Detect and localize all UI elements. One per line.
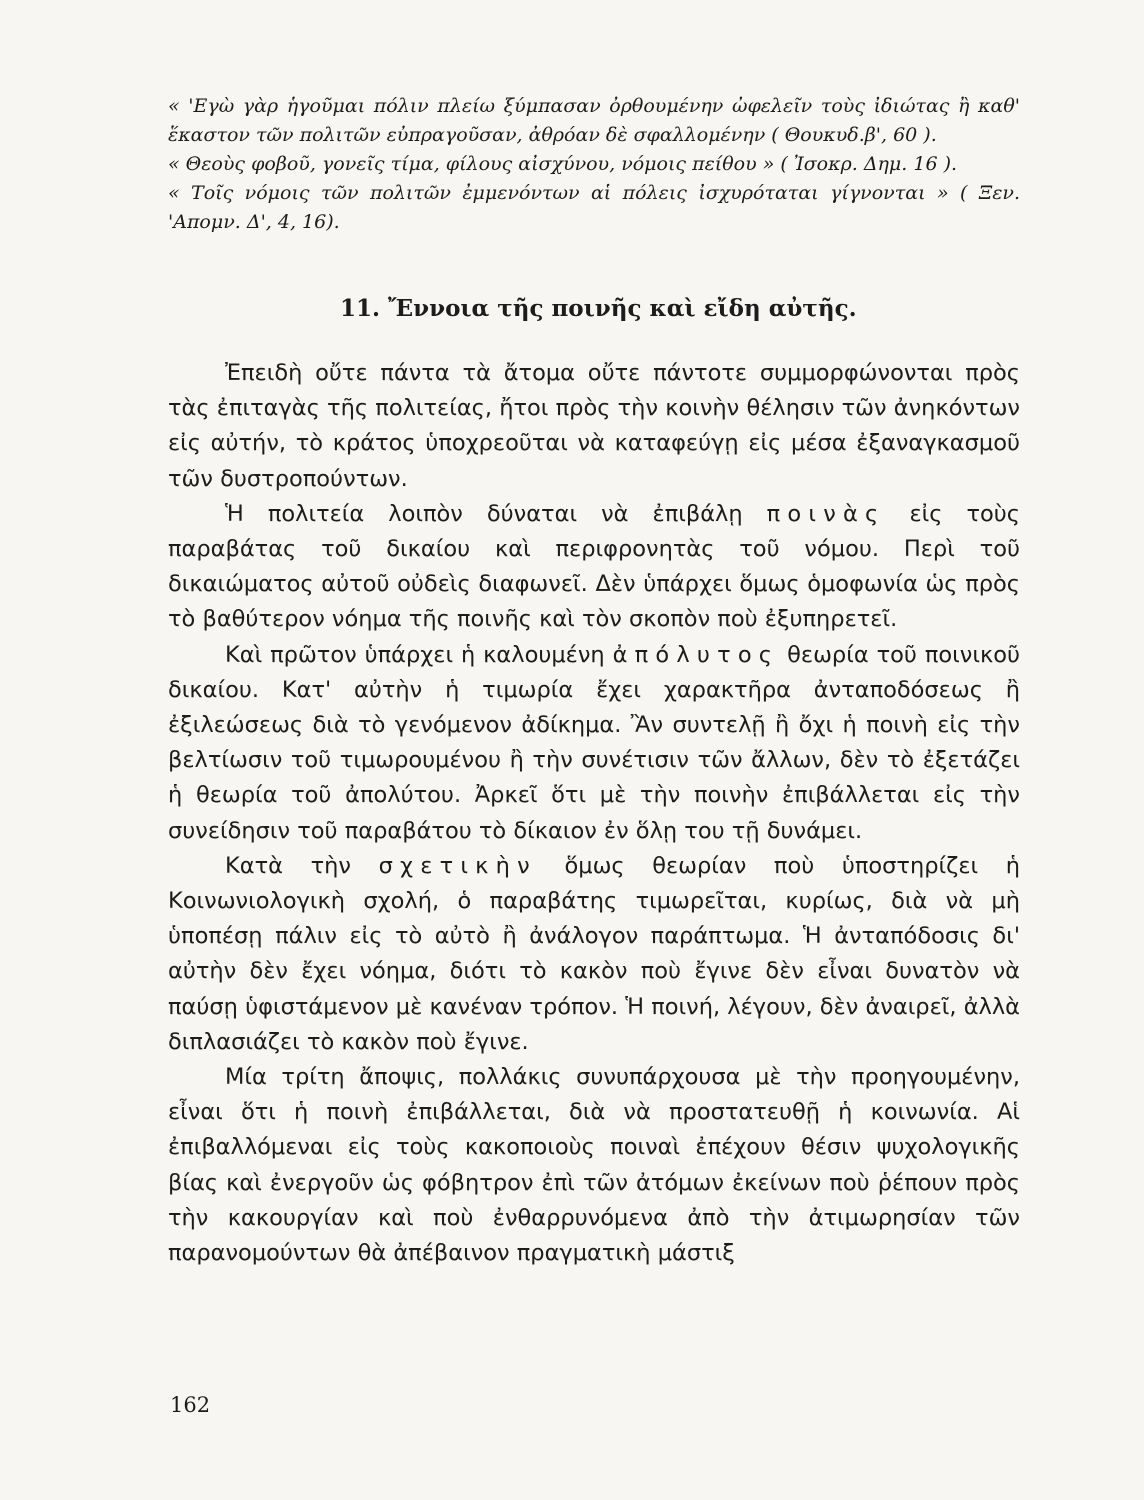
body-text [168, 356, 1020, 1271]
quote-isocrates: « Θεοὺς φοβοῦ, γονεῖς τίμα, φίλους αἰσχύνου, νόμοις πείθου » ( Ἰσοκρ. Δημ. 16 ). [168, 153, 958, 175]
term-poinas: ποινὰς [766, 500, 886, 527]
paragraph-2-start: Ἡ πολιτεία λοιπὸν δύναται νὰ ἐπιβάλῃ [225, 500, 743, 527]
term-apolytos: ἀπόλυτος [612, 641, 780, 668]
paragraph-2-rest: εἰς τοὺς παραβάτας τοῦ δικαίου καὶ περιφρονητὰς τοῦ νόμου. Περὶ τοῦ δικαιώματος αὐτοῦ οὐδεὶς διαφωνεῖ. Δὲν ὑπάρχει ὅμως ὁμοφωνία ὡς πρὸς τὸ βαθύτερον νόημα τῆς ποινῆς καὶ τὸν σκοπὸν ποὺ ἐξυπηρετεῖ. [168, 500, 1021, 633]
paragraph-3-start: Καὶ πρῶτον ὑπάρχει ἡ καλουμένη [225, 641, 605, 668]
page-number: 162 [170, 1393, 211, 1417]
paragraph-4-rest: ὅμως θεωρίαν ποὺ ὑποστηρίζει ἡ Κοινωνιολογικὴ σχολή, ὁ παραβάτης τιμωρεῖται, κυρίως, διὰ νὰ μὴ ὑποπέσῃ πάλιν εἰς τὸ αὐτὸ ἢ ἀνάλογον παράπτωμα. Ἡ ἀνταπόδοσις δι' αὐτὴν δὲν ἔχει νόημα, διότι τὸ κακὸν ποὺ ἔγινε δὲν εἶναι δυνατὸν νὰ παύσῃ ὑφιστάμενον μὲ κανέναν τρόπον. Ἡ ποινή, λέγουν, δὲν ἀναιρεῖ, ἀλλὰ διπλασιάζει τὸ κακὸν ποὺ ἔγινε. [168, 852, 1021, 1055]
quote-thucydides: « 'Εγὼ γὰρ ἡγοῦμαι πόλιν πλείω ξύμπασαν ὀρθουμένην ὠφελεῖν τοὺς ἰδιώτας ἢ καθ' ἕκαστον τῶν πολιτῶν εὐπραγοῦσαν, ἀθρόαν δὲ σφαλλομένην ( Θουκυδ.β', 60 ). [168, 95, 1020, 146]
paragraph-1: Ἐπειδὴ οὔτε πάντα τὰ ἄτομα οὔτε πάντοτε συμμορφώνονται πρὸς τὰς ἐπιταγὰς τῆς πολιτείας, ἤτοι πρὸς τὴν κοινὴν θέλησιν τῶν ἀνηκόντων εἰς αὐτήν, τὸ κράτος ὑποχρεοῦται νὰ καταφεύγῃ εἰς μέσα ἐξαναγκασμοῦ τῶν δυστροπούντων. [168, 360, 1020, 492]
epigraph-quotes [168, 92, 1020, 237]
quote-xenophon: « Τοῖς νόμοις τῶν πολιτῶν ἐμμενόντων αἱ πόλεις ἰσχυρόταται γίγνονται » ( Ξεν. 'Απομν. Δ', 4, 16). [168, 182, 1020, 233]
term-schetikin: σχετικὴν [378, 852, 537, 879]
paragraph-3 [168, 638, 1020, 849]
paragraph-4 [168, 849, 1020, 1060]
section-heading: 11. Ἔννοια τῆς ποινῆς καὶ εἴδη αὐτῆς. [340, 295, 857, 322]
paragraph-4-start: Κατὰ τὴν [225, 852, 351, 879]
paragraph-2 [168, 497, 1020, 638]
paragraph-5: Μία τρίτη ἄποψις, πολλάκις συνυπάρχουσα μὲ τὴν προηγουμένην, εἶναι ὅτι ἡ ποινὴ ἐπιβάλλεται, διὰ νὰ προστατευθῇ ἡ κοινωνία. Αἱ ἐπιβαλλόμεναι εἰς τοὺς κακοποιοὺς ποιναὶ ἐπέχουν θέσιν ψυχολογικῆς βίας καὶ ἐνεργοῦν ὡς φόβητρον ἐπὶ τῶν ἀτόμων ἐκείνων ποὺ ῥέπουν πρὸς τὴν κακουργίαν καὶ ποὺ ἐνθαρρυνόμενα ἀπὸ τὴν ἀτιμωρησίαν τῶν παρανομούντων θὰ ἀπέβαινον πραγματικὴ μάστιξ [168, 1064, 1020, 1267]
paragraph-3-rest: θεωρία τοῦ ποινικοῦ δικαίου. Κατ' αὐτὴν ἡ τιμωρία ἔχει χαρακτῆρα ἀνταποδόσεως ἢ ἐξιλεώσεως διὰ τὸ γενόμενον ἀδίκημα. Ἂν συντελῇ ἢ ὄχι ἡ ποινὴ εἰς τὴν βελτίωσιν τοῦ τιμωρουμένου ἢ τὴν συνέτισιν τῶν ἄλλων, δὲν τὸ ἐξετάζει ἡ θεωρία τοῦ ἀπολύτου. Ἀρκεῖ ὅτι μὲ τὴν ποινὴν ἐπιβάλλεται εἰς τὴν συνείδησιν τοῦ παραβάτου τὸ δίκαιον ἐν ὅλῃ του τῇ δυνάμει. [168, 641, 1020, 844]
